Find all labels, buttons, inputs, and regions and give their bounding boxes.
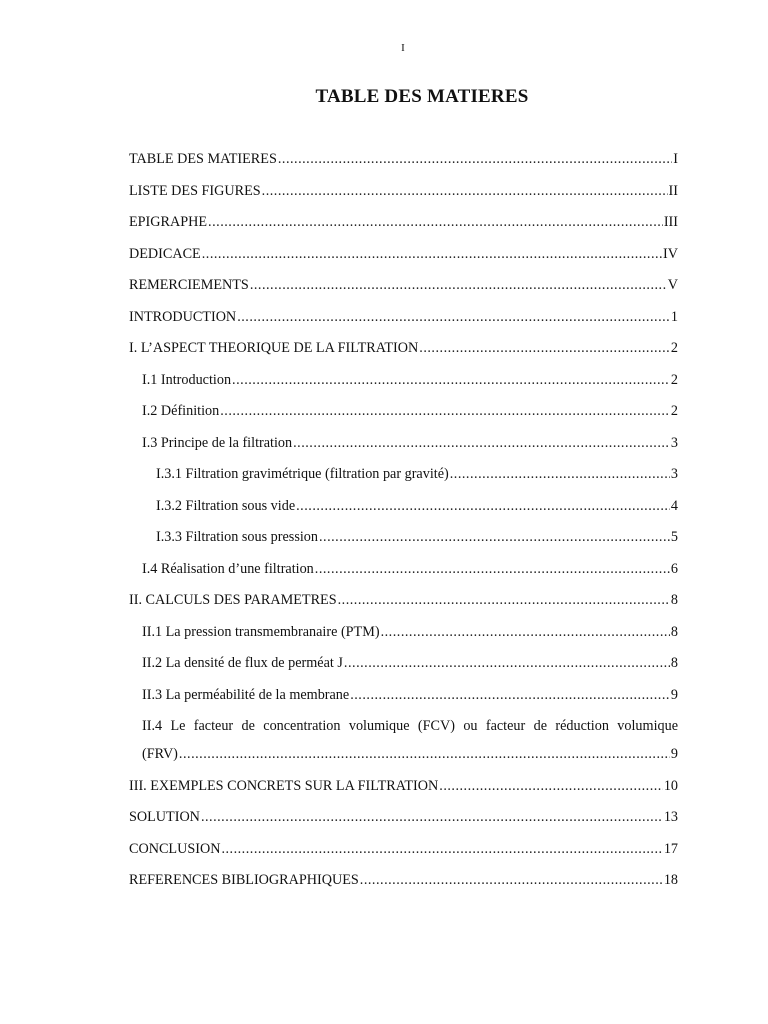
toc-entry-page: 2: [670, 371, 678, 388]
toc-entry-label: I. L’ASPECT THEORIQUE DE LA FILTRATION: [129, 340, 419, 356]
toc-entry[interactable]: [129, 493, 678, 525]
toc-entry[interactable]: [129, 430, 678, 462]
toc-entry-label: I.3.3 Filtration sous pression: [156, 529, 318, 545]
toc-entry-label: II.2 La densité de flux de perméat J: [142, 655, 343, 671]
toc-entry-label: DEDICACE: [129, 245, 201, 262]
toc-entry-label: I.3.2 Filtration sous vide: [156, 497, 296, 514]
toc-entry-page: 3: [670, 466, 678, 482]
toc-entry-label: II.3 La perméabilité de la membrane: [142, 686, 350, 703]
toc-entry[interactable]: [129, 836, 678, 868]
toc-entry[interactable]: [129, 619, 678, 651]
toc-entry[interactable]: [129, 713, 678, 773]
toc-entry-page: 2: [670, 340, 678, 356]
dot-leader: [221, 836, 662, 862]
toc-entry[interactable]: [129, 556, 678, 588]
toc-entry[interactable]: [129, 682, 678, 714]
toc-entry[interactable]: [129, 398, 678, 430]
toc-entry-page: II: [668, 182, 678, 199]
toc-entry[interactable]: [129, 367, 678, 399]
toc-entry-label: I.3.1 Filtration gravimétrique (filtration par gravité): [156, 466, 449, 482]
dot-leader: [202, 241, 662, 267]
toc-entry[interactable]: [129, 461, 678, 493]
toc-entry-page: 5: [670, 529, 678, 545]
dot-leader: [232, 367, 670, 393]
toc-entry[interactable]: [129, 804, 678, 836]
toc-entry-label: CONCLUSION: [129, 840, 221, 857]
dot-leader: [338, 587, 670, 613]
dot-leader: [237, 304, 670, 330]
toc-entry-page: 8: [670, 623, 678, 640]
toc-entry-label: I.3 Principe de la filtration: [142, 434, 293, 451]
toc-entry[interactable]: [129, 587, 678, 619]
toc-entry-label: I.4 Réalisation d’une filtration: [142, 560, 314, 577]
toc-entry[interactable]: [129, 146, 678, 178]
toc-entry[interactable]: [129, 650, 678, 682]
toc-entry-label: II.4 Le facteur de concentration volumique (FCV) ou facteur de réduction volumique: [142, 718, 678, 734]
toc-entry[interactable]: [129, 272, 678, 304]
toc-entry-label: LISTE DES FIGURES: [129, 182, 261, 199]
dot-leader: [208, 209, 663, 235]
toc-entry[interactable]: [129, 867, 678, 899]
toc-entry-page: 3: [670, 434, 678, 451]
toc-entry[interactable]: [129, 304, 678, 336]
toc-entry-label: INTRODUCTION: [129, 308, 237, 325]
toc-entry-label: REFERENCES BIBLIOGRAPHIQUES: [129, 872, 359, 888]
toc-entry-page: 9: [670, 746, 678, 762]
toc-entry[interactable]: [129, 773, 678, 805]
dot-leader: [179, 741, 670, 767]
page-title: TABLE DES MATIERES: [315, 86, 529, 107]
dot-leader: [220, 398, 670, 424]
toc-entry-label: SOLUTION: [129, 809, 200, 825]
dot-leader: [350, 682, 670, 708]
toc-entry-page: 1: [670, 308, 678, 325]
toc-entry[interactable]: [129, 524, 678, 556]
dot-leader: [278, 146, 672, 172]
toc-entry-label: EPIGRAPHE: [129, 214, 208, 230]
toc-entry-label: II. CALCULS DES PARAMETRES: [129, 592, 337, 608]
toc-entry-label: REMERCIEMENTS: [129, 277, 249, 293]
page-number: I: [401, 42, 405, 54]
toc-entry[interactable]: [129, 241, 678, 273]
toc-entry-page: 8: [670, 592, 678, 608]
toc-entry-label: I.1 Introduction: [142, 371, 232, 388]
dot-leader: [262, 178, 668, 204]
dot-leader: [360, 867, 663, 893]
dot-leader: [450, 461, 670, 487]
toc-entry-page: 4: [670, 497, 678, 514]
toc-entry-page: 9: [670, 686, 678, 703]
toc-entry-page: IV: [663, 245, 678, 262]
dot-leader: [201, 804, 663, 830]
toc-entry-label: I.2 Définition: [142, 403, 220, 419]
dot-leader: [315, 556, 670, 582]
toc-entry-page: V: [667, 277, 678, 293]
toc-entry-page: 6: [670, 560, 678, 577]
toc-entry-page: 18: [663, 872, 678, 888]
dot-leader: [296, 493, 670, 519]
toc-entry-page: 17: [663, 840, 678, 857]
toc-entry[interactable]: [129, 178, 678, 210]
dot-leader: [250, 272, 667, 298]
toc-entry-page: 13: [663, 809, 678, 825]
dot-leader: [319, 524, 670, 550]
toc-entry-page: III: [663, 214, 678, 230]
dot-leader: [381, 619, 670, 645]
toc-entry[interactable]: [129, 209, 678, 241]
dot-leader: [344, 650, 670, 676]
toc-entry-page: 10: [663, 777, 678, 794]
dot-leader: [293, 430, 670, 456]
toc-entry-label: II.1 La pression transmembranaire (PTM): [142, 623, 380, 640]
dot-leader: [419, 335, 670, 361]
table-of-contents: [129, 146, 678, 899]
toc-entry-label: TABLE DES MATIERES: [129, 151, 277, 167]
toc-entry-label-continued: (FRV): [142, 746, 178, 762]
toc-entry[interactable]: [129, 335, 678, 367]
toc-entry-page: I: [673, 151, 678, 167]
toc-entry-label: III. EXEMPLES CONCRETS SUR LA FILTRATION: [129, 777, 439, 794]
toc-entry-page: 2: [670, 403, 678, 419]
dot-leader: [439, 773, 663, 799]
toc-entry-page: 8: [670, 655, 678, 671]
